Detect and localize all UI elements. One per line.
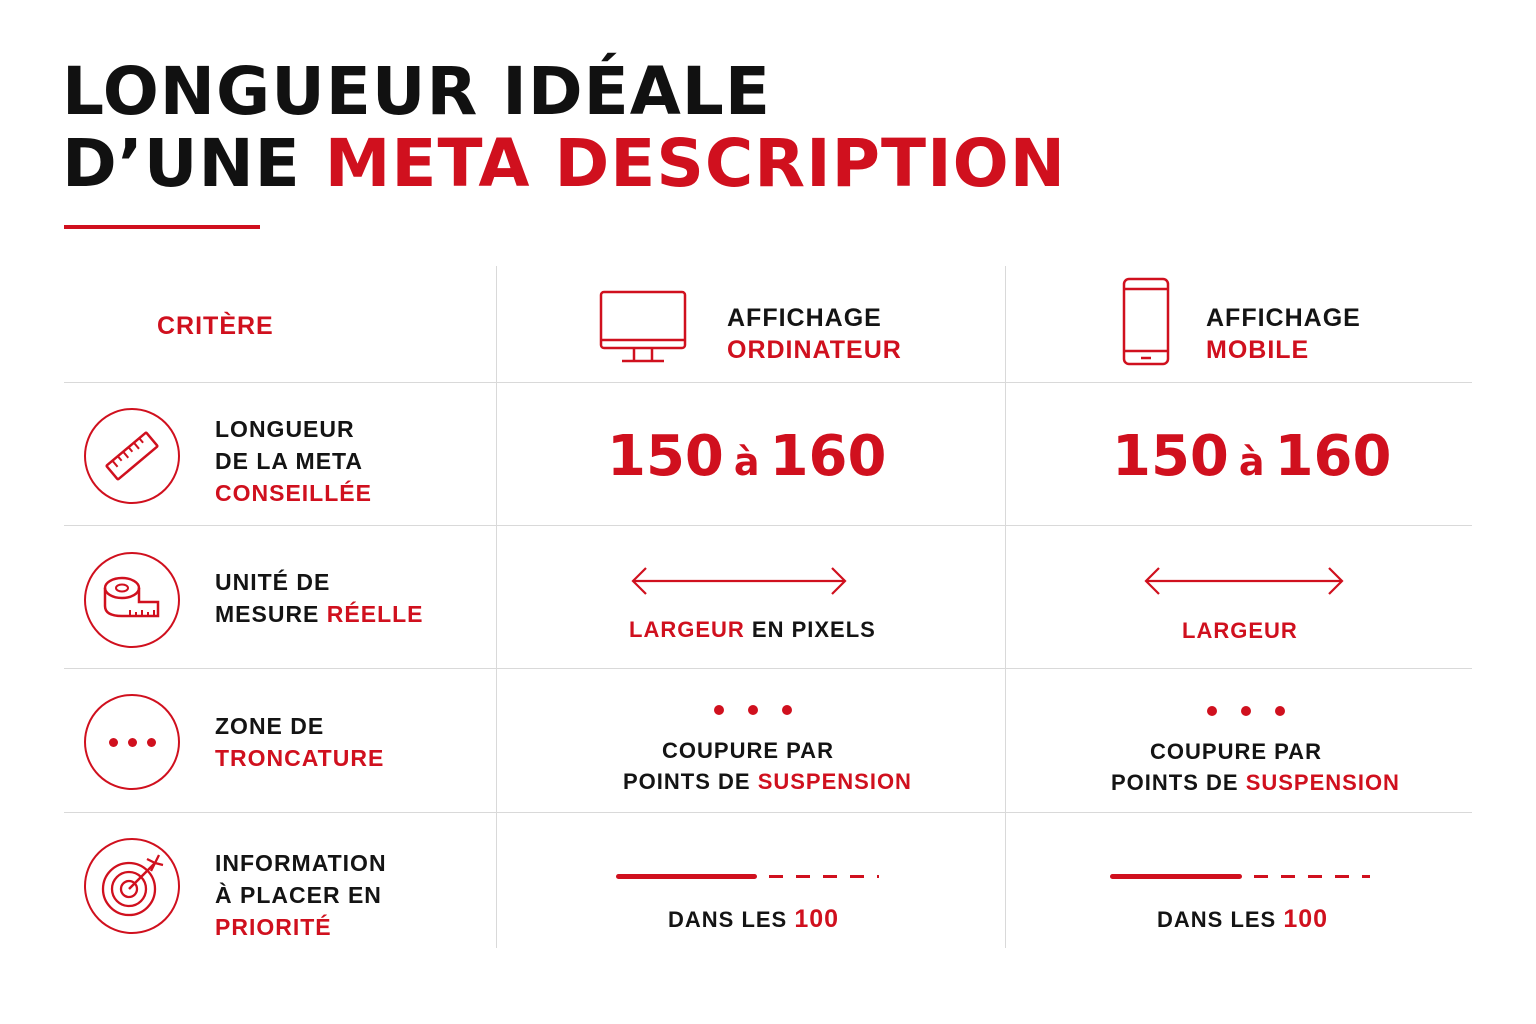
row-divider-4 xyxy=(64,812,1472,813)
desktop-truncation-line1: COUPURE PAR xyxy=(662,738,834,763)
title-highlight: META DESCRIPTION xyxy=(324,125,1066,202)
criteria-truncation xyxy=(215,710,384,774)
mobile-unit-highlight: LARGEUR xyxy=(1182,618,1298,643)
mobile-header-line1: AFFICHAGE xyxy=(1206,304,1361,332)
mobile-header-line2: MOBILE xyxy=(1206,336,1310,364)
criteria-truncation-line1: ZONE DE xyxy=(215,713,325,739)
title-line-2-prefix: D’UNE xyxy=(62,125,325,202)
mobile-truncation-line1: COUPURE PAR xyxy=(1150,739,1322,764)
mobile-header xyxy=(1206,302,1361,366)
mobile-length-value xyxy=(1112,424,1391,489)
mobile-unit-label xyxy=(1182,615,1298,646)
criteria-priority xyxy=(215,847,387,943)
criteria-truncation-line2: TRONCATURE xyxy=(215,745,385,771)
mobile-priority-bar xyxy=(1110,874,1242,879)
mobile-length-from: 150 xyxy=(1112,424,1229,489)
criteria-unit-line2-prefix: MESURE xyxy=(215,601,327,627)
criteria-unit xyxy=(215,566,424,630)
criteria-unit-line2-highlight: RÉELLE xyxy=(326,601,424,627)
page-title xyxy=(62,53,1066,202)
desktop-unit-label xyxy=(629,614,876,645)
desktop-truncation-line2 xyxy=(623,766,912,797)
title-line-2 xyxy=(62,125,1066,202)
mobile-length-sep: à xyxy=(1238,440,1265,484)
mobile-priority-value: 100 xyxy=(1283,905,1329,933)
row-divider-1 xyxy=(64,382,1472,383)
desktop-length-to: 160 xyxy=(769,424,887,489)
title-line-1: LONGUEUR IDÉALE xyxy=(62,53,771,130)
desktop-ellipsis-icon xyxy=(714,705,792,715)
ellipsis-icon xyxy=(84,694,180,790)
mobile-width-arrow-icon xyxy=(1143,564,1345,598)
target-arrow-icon xyxy=(84,838,180,934)
desktop-header-line2: ORDINATEUR xyxy=(727,336,902,364)
mobile-length-to: 160 xyxy=(1274,424,1392,489)
desktop-length-sep: à xyxy=(733,440,760,484)
row-divider-2 xyxy=(64,525,1472,526)
criteria-length-line1: LONGUEUR xyxy=(215,416,355,442)
mobile-priority-prefix: DANS LES xyxy=(1157,907,1284,932)
desktop-length-from: 150 xyxy=(607,424,724,489)
desktop-priority-bar xyxy=(616,874,757,879)
desktop-header xyxy=(727,302,902,366)
desktop-unit-highlight: LARGEUR xyxy=(629,617,745,642)
desktop-priority-value: 100 xyxy=(794,905,840,933)
mobile-priority-label xyxy=(1157,904,1328,935)
desktop-truncation-label xyxy=(623,735,912,797)
desktop-truncation-highlight: SUSPENSION xyxy=(757,769,912,794)
desktop-priority-label xyxy=(668,904,839,935)
criteria-priority-line3: PRIORITÉ xyxy=(215,914,332,940)
mobile-remaining-dashes xyxy=(1254,875,1370,878)
desktop-length-value xyxy=(607,424,886,489)
mobile-ellipsis-icon xyxy=(1207,706,1285,716)
criteria-length xyxy=(215,413,372,509)
desktop-monitor-icon xyxy=(598,290,688,366)
desktop-width-arrow-icon xyxy=(630,564,848,598)
desktop-header-line1: AFFICHAGE xyxy=(727,304,882,332)
criteria-unit-line1: UNITÉ DE xyxy=(215,569,331,595)
mobile-truncation-highlight: SUSPENSION xyxy=(1245,770,1400,795)
title-underline xyxy=(64,225,260,229)
mobile-truncation-label xyxy=(1111,736,1400,798)
criteria-unit-line2 xyxy=(215,598,424,630)
criteria-priority-line1: INFORMATION xyxy=(215,850,387,876)
criteria-length-line2: DE LA META xyxy=(215,448,363,474)
criteria-priority-line2: À PLACER EN xyxy=(215,882,382,908)
desktop-truncation-prefix: POINTS DE xyxy=(623,769,758,794)
desktop-priority-prefix: DANS LES xyxy=(668,907,795,932)
ruler-icon xyxy=(84,408,180,504)
column-divider-1 xyxy=(496,266,497,948)
desktop-remaining-dashes xyxy=(769,875,879,878)
column-divider-2 xyxy=(1005,266,1006,948)
mobile-truncation-prefix: POINTS DE xyxy=(1111,770,1246,795)
criteria-length-line3: CONSEILLÉE xyxy=(215,480,372,506)
criteria-header: CRITÈRE xyxy=(157,312,274,340)
mobile-truncation-line2 xyxy=(1111,767,1400,798)
smartphone-icon xyxy=(1122,277,1170,367)
tape-measure-icon xyxy=(84,552,180,648)
row-divider-3 xyxy=(64,668,1472,669)
desktop-unit-rest: EN PIXELS xyxy=(744,617,876,642)
